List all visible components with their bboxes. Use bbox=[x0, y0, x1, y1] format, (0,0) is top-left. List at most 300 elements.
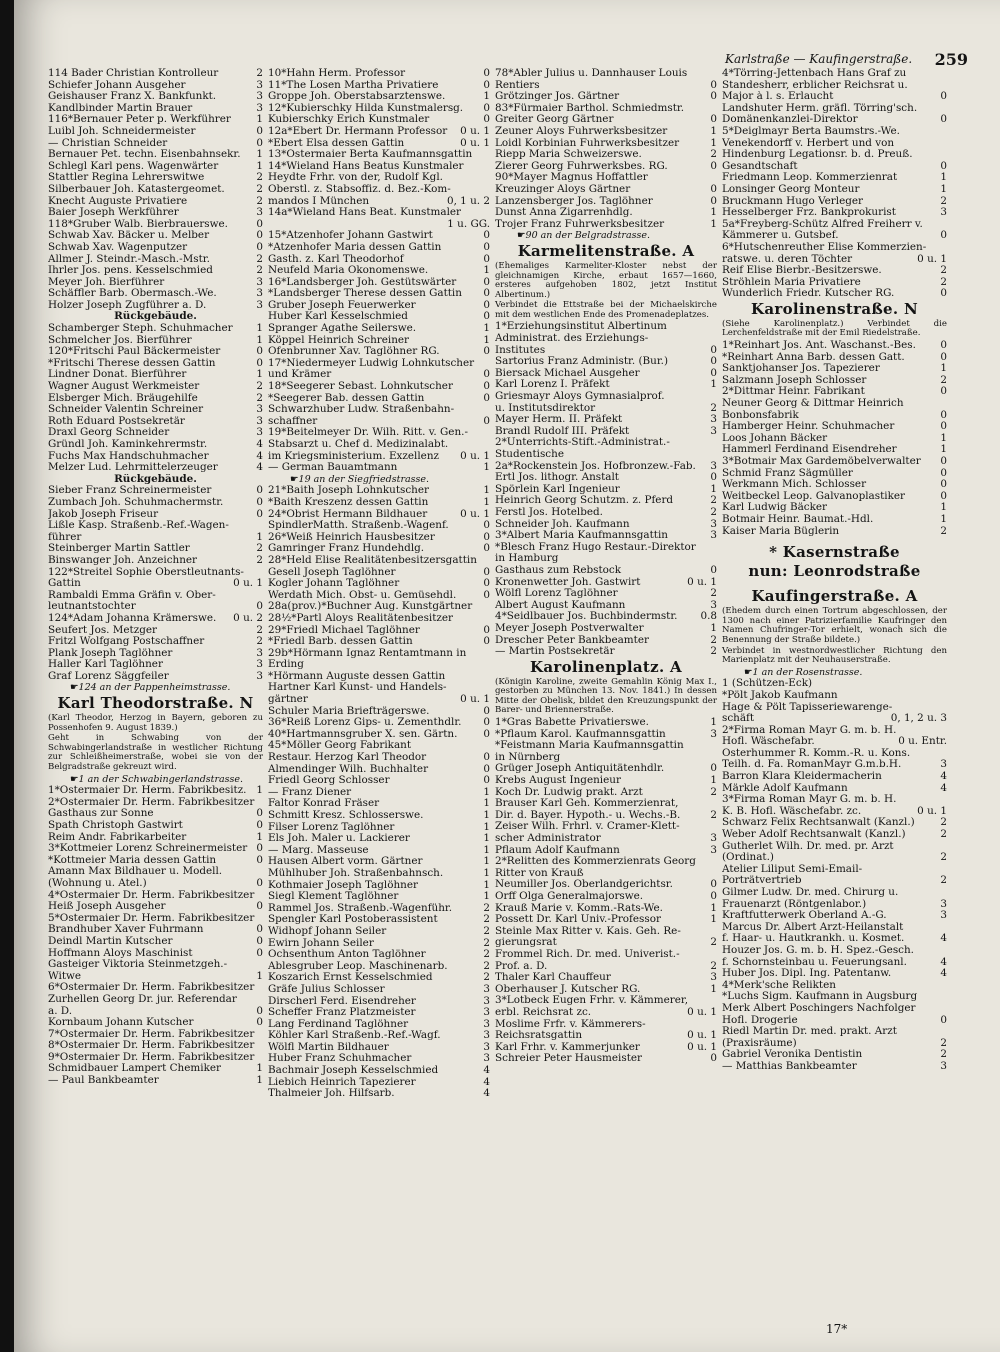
resident-entry bbox=[48, 126, 263, 138]
floor-number: 1 bbox=[710, 137, 717, 149]
section-subheading: Rückgebäude. bbox=[114, 473, 197, 485]
resident-name: 18*Seegerer Sebast. Lohnkutscher bbox=[268, 381, 453, 393]
resident-entry bbox=[722, 817, 947, 829]
resident-entry bbox=[268, 880, 490, 892]
resident-name: Osterhummer R. Komm.-R. u. Kons. bbox=[722, 747, 911, 759]
resident-entry bbox=[722, 265, 947, 277]
floor-number: 3 bbox=[256, 91, 263, 103]
floor-number: 1 bbox=[940, 513, 947, 525]
resident-name: Hofl. Drogerie bbox=[722, 1014, 798, 1026]
resident-entry bbox=[48, 161, 263, 173]
resident-name: Geishauser Franz X. Bankfunkt. bbox=[48, 91, 217, 103]
floor-number: 1 bbox=[710, 379, 717, 391]
resident-entry bbox=[48, 288, 263, 300]
floor-number: 0 bbox=[483, 589, 490, 601]
resident-entry bbox=[268, 265, 490, 277]
floor-number: 2 bbox=[940, 276, 947, 288]
resident-entry bbox=[48, 832, 263, 844]
floor-number: 0, 1, 2 u. 3 bbox=[890, 713, 947, 725]
street-heading: Karolinenstraße. N bbox=[751, 299, 918, 318]
resident-name: Groppe Joh. Oberstabsarztenswe. bbox=[268, 91, 446, 103]
resident-name: Spörlein Karl Ingenieur bbox=[495, 483, 620, 495]
resident-entry bbox=[495, 472, 717, 484]
floor-number: 0 bbox=[483, 763, 490, 775]
resident-name: 28a(prov.)*Buchner Aug. Kunstgärtner bbox=[268, 601, 473, 613]
resident-name: Schmelcher Jos. Bierführer bbox=[48, 334, 192, 346]
floor-number: 1 bbox=[710, 914, 717, 926]
resident-entry bbox=[722, 254, 947, 266]
resident-name: Deindl Martin Kutscher bbox=[48, 935, 173, 947]
resident-entry bbox=[722, 852, 947, 864]
resident-entry bbox=[48, 820, 263, 832]
resident-name: gärtner bbox=[268, 694, 308, 706]
floor-number: 2 bbox=[256, 381, 263, 393]
street-note: (Ehemaliges Karmeliter-Kloster nebst der gleichnamigen Kirche, erbaut 1657—1660, ersteres aufgehoben 1802, jetzt Institut Albertinum.) bbox=[495, 260, 717, 300]
floor-number: 3 bbox=[256, 276, 263, 288]
resident-name: Pflaum Adolf Kaufmann bbox=[495, 844, 620, 856]
resident-entry bbox=[48, 277, 263, 289]
resident-name: 3*Kottmeier Lorenz Schreinermeister bbox=[48, 843, 248, 855]
resident-name: Oberstl. z. Stabsoffiz. d. Bez.-Kom- bbox=[268, 183, 451, 195]
resident-entry bbox=[48, 80, 263, 92]
floor-number: 1 bbox=[710, 207, 717, 219]
floor-number: 0 bbox=[483, 636, 490, 648]
resident-entry bbox=[268, 451, 490, 463]
floor-number: 3 bbox=[940, 207, 947, 219]
resident-entry bbox=[722, 421, 947, 433]
resident-entry bbox=[722, 980, 947, 992]
resident-entry bbox=[48, 172, 263, 184]
resident-name: *Baith Kreszenz dessen Gattin bbox=[268, 496, 429, 508]
floor-number: 1 bbox=[483, 334, 490, 346]
resident-name: 5a*Freyberg-Schütz Alfred Freiherr v. bbox=[722, 218, 923, 230]
floor-number: 0 bbox=[710, 564, 717, 576]
resident-entry bbox=[48, 404, 263, 416]
floor-number: 3 bbox=[256, 670, 263, 682]
resident-entry bbox=[722, 363, 947, 375]
resident-name: Karl Frhr. v. Kammerjunker bbox=[495, 1041, 640, 1053]
resident-entry bbox=[48, 91, 263, 103]
resident-name: schäft bbox=[722, 713, 755, 725]
resident-name: Bruckmann Hugo Verleger bbox=[722, 195, 864, 207]
resident-name: *Luchs Sigm. Kaufmann in Augsburg bbox=[722, 991, 918, 1003]
resident-entry bbox=[495, 196, 717, 208]
resident-entry bbox=[722, 829, 947, 841]
floor-number: 0 bbox=[483, 578, 490, 590]
resident-name: Heiß Joseph Ausgeher bbox=[48, 901, 166, 913]
resident-entry bbox=[495, 414, 717, 426]
floor-number: 0 bbox=[256, 843, 263, 855]
resident-entry bbox=[268, 659, 490, 671]
resident-entry bbox=[495, 810, 717, 822]
resident-entry bbox=[495, 1042, 717, 1054]
resident-entry bbox=[48, 1006, 263, 1018]
floor-number: 1 bbox=[940, 172, 947, 184]
resident-entry bbox=[48, 648, 263, 660]
resident-name: Brauser Karl Geh. Kommerzienrat, bbox=[495, 798, 679, 810]
resident-entry bbox=[48, 959, 263, 971]
resident-entry bbox=[48, 381, 263, 393]
resident-name: 40*Hartmannsgruber X. sen. Gärtn. bbox=[268, 728, 458, 740]
resident-name: Loos Johann Bäcker bbox=[722, 432, 828, 444]
resident-entry bbox=[495, 821, 717, 833]
resident-entry bbox=[48, 103, 263, 115]
resident-entry bbox=[722, 1049, 947, 1061]
resident-name: Neuner Georg & Dittmar Heinrich bbox=[722, 398, 904, 410]
floor-number: 0 bbox=[483, 705, 490, 717]
resident-name: Zurhellen Georg Dr. jur. Referendar bbox=[48, 993, 237, 1005]
resident-entry bbox=[268, 520, 490, 532]
floor-number: 2 bbox=[256, 172, 263, 184]
resident-entry bbox=[268, 636, 490, 648]
resident-entry bbox=[48, 1063, 263, 1075]
floor-number: 0, 1 u. 2 bbox=[446, 195, 490, 207]
resident-name: Huber Jos. Dipl. Ing. Patentanw. bbox=[722, 968, 892, 980]
resident-name: Gasth. z. Karl Theodorhof bbox=[268, 253, 404, 265]
resident-name: Riedl Martin Dr. med. prakt. Arzt bbox=[722, 1026, 897, 1038]
resident-name: Köhler Karl Straßenb.-Ref.-Wagf. bbox=[268, 1030, 441, 1042]
resident-entry bbox=[268, 938, 490, 950]
resident-entry bbox=[48, 1040, 263, 1052]
resident-name: Erding bbox=[268, 659, 304, 671]
resident-name: 118*Gruber Walb. Bierbrauerswe. bbox=[48, 218, 228, 230]
resident-entry bbox=[495, 891, 717, 903]
floor-number: 0 bbox=[256, 901, 263, 913]
resident-name: Brandl Rudolf III. Präfekt bbox=[495, 425, 630, 437]
resident-entry bbox=[495, 356, 717, 368]
resident-name: Gutherlet Wilh. Dr. med. pr. Arzt bbox=[722, 840, 894, 852]
resident-entry bbox=[48, 207, 263, 219]
resident-entry bbox=[268, 369, 490, 381]
signature-mark: 17* bbox=[826, 1322, 848, 1336]
resident-entry bbox=[268, 427, 490, 439]
resident-name: Schwarzhuber Ludw. Straßenbahn- bbox=[268, 404, 455, 416]
resident-entry bbox=[268, 184, 490, 196]
resident-entry bbox=[722, 196, 947, 208]
resident-entry bbox=[48, 1052, 263, 1064]
floor-number: 0 bbox=[940, 340, 947, 352]
resident-name: Rambaldi Emma Gräfin v. Ober- bbox=[48, 589, 216, 601]
resident-name: Koszarich Ernst Kesselschmied bbox=[268, 972, 433, 984]
floor-number: 1 bbox=[710, 717, 717, 729]
resident-entry bbox=[48, 427, 263, 439]
resident-entry bbox=[268, 914, 490, 926]
resident-entry bbox=[268, 416, 490, 428]
resident-name: 1*Erziehungsinstitut Albertinum bbox=[495, 321, 667, 333]
floor-number: 2 bbox=[256, 554, 263, 566]
floor-number: 2 bbox=[710, 786, 717, 798]
resident-entry bbox=[495, 600, 717, 612]
floor-number: 0 u. 1 bbox=[460, 125, 490, 137]
resident-name: 4*Törring-Jettenbach Hans Graf zu bbox=[722, 68, 907, 79]
floor-number: 0 bbox=[710, 344, 717, 356]
resident-name: Werdath Mich. Obst- u. Gemüsehdl. bbox=[268, 589, 457, 601]
resident-entry bbox=[268, 404, 490, 416]
resident-entry bbox=[722, 678, 947, 690]
resident-name: Weber Adolf Rechtsanwalt (Kanzl.) bbox=[722, 829, 906, 841]
floor-number: 0 bbox=[483, 230, 490, 242]
resident-entry bbox=[495, 379, 717, 391]
resident-entry bbox=[495, 103, 717, 115]
resident-entry bbox=[722, 841, 947, 853]
resident-name: Grüger Joseph Antiquitätenhdlr. bbox=[495, 763, 665, 775]
resident-entry bbox=[722, 526, 947, 538]
resident-name: 4*Merk'sche Relikten bbox=[722, 979, 836, 991]
resident-name: a. D. bbox=[48, 1005, 73, 1017]
resident-name: Drescher Peter Bankbeamter bbox=[495, 634, 649, 646]
resident-entry bbox=[268, 752, 490, 764]
resident-name: Liebich Heinrich Tapezierer bbox=[268, 1076, 416, 1088]
floor-number: 0 bbox=[940, 490, 947, 502]
floor-number: 3 bbox=[256, 102, 263, 114]
floor-number: 3 bbox=[483, 995, 490, 1007]
resident-entry bbox=[48, 785, 263, 797]
resident-entry bbox=[268, 68, 490, 80]
floor-number: 2 bbox=[256, 253, 263, 265]
resident-entry bbox=[495, 635, 717, 647]
floor-number: 0 bbox=[940, 421, 947, 433]
resident-name: Studentische bbox=[495, 449, 564, 460]
resident-entry bbox=[722, 502, 947, 514]
resident-entry bbox=[268, 277, 490, 289]
floor-number: 0 bbox=[256, 137, 263, 149]
resident-entry bbox=[268, 1007, 490, 1019]
floor-number: 0 u. 1 bbox=[687, 1041, 717, 1053]
resident-name: Jakob Joseph Friseur bbox=[48, 508, 159, 520]
resident-name: — Marg. Masseuse bbox=[268, 844, 369, 856]
resident-name: Kraftfutterwerk Oberland A.-G. bbox=[722, 910, 887, 922]
resident-entry bbox=[495, 752, 717, 764]
resident-entry bbox=[495, 995, 717, 1007]
resident-name: Ablesgruber Leop. Maschinenarb. bbox=[268, 960, 448, 972]
resident-name: Sieber Franz Schreinermeister bbox=[48, 485, 212, 497]
floor-number: 0 bbox=[483, 566, 490, 578]
resident-entry bbox=[495, 565, 717, 577]
floor-number: 0 bbox=[483, 531, 490, 543]
resident-name: — Matthias Bankbeamter bbox=[722, 1060, 857, 1072]
resident-entry bbox=[722, 456, 947, 468]
floor-number: 1 bbox=[483, 867, 490, 879]
resident-name: 90*Mayer Magnus Hoffattler bbox=[495, 172, 648, 184]
resident-entry bbox=[48, 254, 263, 266]
resident-name: Märkle Adolf Kaufmann bbox=[722, 782, 848, 794]
floor-number: 0 u. 1 bbox=[460, 694, 490, 706]
resident-entry bbox=[48, 982, 263, 994]
floor-number: 2 bbox=[710, 937, 717, 949]
resident-entry bbox=[48, 439, 263, 451]
resident-entry bbox=[268, 648, 490, 660]
resident-name: Teilh. d. Fa. RomanMayr G.m.b.H. bbox=[722, 759, 902, 771]
resident-name: Lang Ferdinand Taglöhner bbox=[268, 1018, 409, 1030]
resident-name: 2*Relitten des Kommerzienrats Georg bbox=[495, 856, 696, 868]
resident-entry bbox=[495, 403, 717, 415]
resident-entry bbox=[722, 933, 947, 945]
resident-name: Venekendorff v. Herbert und von bbox=[722, 137, 895, 149]
resident-entry bbox=[48, 532, 263, 544]
resident-name: Kornbaum Johann Kutscher bbox=[48, 1017, 194, 1029]
street-heading: nun: Leonrodstraße bbox=[748, 562, 921, 581]
resident-entry bbox=[268, 671, 490, 683]
resident-entry bbox=[268, 358, 490, 370]
resident-name: Marcus Dr. Albert Arzt-Heilanstalt bbox=[722, 921, 904, 933]
resident-entry bbox=[268, 80, 490, 92]
floor-number: 3 bbox=[483, 1053, 490, 1065]
resident-name: Schiefer Johann Ausgeher bbox=[48, 79, 186, 91]
resident-entry bbox=[48, 219, 263, 231]
resident-entry bbox=[268, 346, 490, 358]
resident-entry bbox=[48, 878, 263, 890]
resident-entry bbox=[268, 822, 490, 834]
floor-number: 1 bbox=[256, 149, 263, 161]
resident-name: Zierer Georg Fuhrwerksbes. RG. bbox=[495, 160, 668, 172]
resident-name: *Seegerer Bab. dessen Gattin bbox=[268, 392, 425, 404]
resident-name: Bonbonsfabrik bbox=[722, 409, 799, 421]
resident-entry bbox=[495, 729, 717, 741]
resident-entry bbox=[268, 613, 490, 625]
resident-name: Oberhauser J. Kutscher RG. bbox=[495, 983, 641, 995]
resident-name: Dirscherl Ferd. Eisendreher bbox=[268, 995, 416, 1007]
resident-name: Schwarz Felix Rechtsanwalt (Kanzl.) bbox=[722, 817, 915, 829]
resident-name: Schäffler Barb. Obermasch.-We. bbox=[48, 288, 217, 300]
resident-name: 3*Lotbeck Eugen Frhr. v. Kämmerer, bbox=[495, 995, 689, 1007]
resident-entry bbox=[268, 833, 490, 845]
resident-entry bbox=[48, 1029, 263, 1041]
floor-number: 1 bbox=[256, 160, 263, 172]
resident-name: 78*Abler Julius u. Dannhauser Louis bbox=[495, 68, 688, 79]
floor-number: 3 bbox=[710, 414, 717, 426]
floor-number: 0 bbox=[710, 879, 717, 891]
floor-number: 3 bbox=[256, 647, 263, 659]
resident-name: Schreier Peter Hausmeister bbox=[495, 1053, 642, 1065]
resident-entry bbox=[268, 740, 490, 752]
resident-entry bbox=[495, 740, 717, 752]
resident-entry bbox=[495, 717, 717, 729]
floor-number: 1 bbox=[483, 485, 490, 497]
floor-number: 3 bbox=[256, 404, 263, 416]
resident-entry bbox=[722, 713, 947, 725]
floor-number: 0 bbox=[256, 508, 263, 520]
resident-name: Spengler Karl Postoberassistent bbox=[268, 914, 438, 926]
resident-entry bbox=[268, 393, 490, 405]
floor-number: 0 bbox=[256, 877, 263, 889]
resident-entry bbox=[722, 184, 947, 196]
resident-name: Kaiser Maria Büglerin bbox=[722, 525, 840, 537]
resident-entry bbox=[268, 300, 490, 312]
floor-number: 0 u. 1 bbox=[687, 1030, 717, 1042]
resident-name: Riepp Maria Schweizerswe. bbox=[495, 149, 642, 161]
floor-number: 0 bbox=[710, 195, 717, 207]
resident-name: im Kriegsministerium. Exzellenz bbox=[268, 450, 439, 462]
resident-name: Gasthaus zur Sonne bbox=[48, 808, 154, 820]
resident-entry bbox=[268, 114, 490, 126]
column-3 bbox=[495, 68, 717, 1065]
resident-entry bbox=[722, 991, 947, 1003]
resident-entry bbox=[48, 601, 263, 613]
resident-entry bbox=[48, 230, 263, 242]
floor-number: 0 bbox=[710, 91, 717, 103]
resident-entry bbox=[268, 868, 490, 880]
resident-entry bbox=[48, 242, 263, 254]
resident-name: 3*Firma Roman Mayr G. m. b. H. bbox=[722, 794, 897, 806]
floor-number: 0 bbox=[483, 288, 490, 300]
resident-entry bbox=[495, 126, 717, 138]
floor-number: 4 bbox=[483, 1088, 490, 1100]
floor-number: 1 bbox=[710, 983, 717, 995]
resident-entry bbox=[268, 949, 490, 961]
resident-name: Hammerl Ferdinand Eisendreher bbox=[722, 444, 897, 456]
floor-number: 0 bbox=[710, 79, 717, 91]
resident-name: Kreuzinger Aloys Gärtner bbox=[495, 183, 631, 195]
running-title: Karlstraße — Kaufingerstraße. bbox=[725, 52, 913, 66]
floor-number: 1 bbox=[483, 856, 490, 868]
floor-number: 4 bbox=[940, 771, 947, 783]
floor-number: 0 bbox=[483, 102, 490, 114]
resident-entry bbox=[48, 497, 263, 509]
floor-number: 0 bbox=[940, 456, 947, 467]
resident-name: Gilmer Ludw. Dr. med. Chirurg u. bbox=[722, 887, 899, 898]
resident-entry bbox=[268, 1030, 490, 1042]
resident-entry bbox=[722, 922, 947, 934]
page-header bbox=[725, 50, 990, 70]
resident-entry bbox=[722, 864, 947, 876]
resident-name: *Hörmann Auguste dessen Gattin bbox=[268, 670, 446, 682]
resident-entry bbox=[495, 588, 717, 600]
resident-name: 14*Wieland Hans Beatus Kunstmaler bbox=[268, 160, 464, 172]
street-heading: Karmelitenstraße. A bbox=[517, 241, 695, 260]
resident-name: Brandhuber Xaver Fuhrmann bbox=[48, 924, 204, 936]
resident-name: Schneider Valentin Schreiner bbox=[48, 404, 204, 416]
resident-name: Botmair Heinr. Baumat.-Hdl. bbox=[722, 513, 874, 525]
floor-number: 1 bbox=[483, 821, 490, 833]
pointer-note: ☛ 19 an der Siegfriedstrasse. bbox=[268, 474, 490, 486]
floor-number: 1 bbox=[256, 531, 263, 543]
resident-name: Hage & Pölt Tapisseriewarenge- bbox=[722, 701, 893, 713]
floor-number: 0 bbox=[940, 479, 947, 491]
resident-entry bbox=[495, 80, 717, 92]
resident-name: Wagner August Werkmeister bbox=[48, 381, 200, 393]
resident-name: Wölfl Martin Bildhauer bbox=[268, 1041, 389, 1053]
resident-entry bbox=[268, 138, 490, 150]
resident-entry bbox=[268, 1042, 490, 1054]
resident-name: Roth Eduard Postsekretär bbox=[48, 415, 185, 427]
resident-entry bbox=[495, 333, 717, 345]
resident-name: Neufeld Maria Ökonomenswe. bbox=[268, 265, 429, 277]
resident-entry bbox=[722, 806, 947, 818]
resident-entry bbox=[722, 887, 947, 899]
floor-number: 0 bbox=[940, 230, 947, 242]
floor-number: 2 bbox=[483, 937, 490, 949]
resident-entry bbox=[268, 172, 490, 184]
resident-entry bbox=[495, 219, 717, 231]
resident-entry bbox=[268, 207, 490, 219]
resident-name: 122*Streitel Sophie Oberstleutnants- bbox=[48, 566, 244, 578]
resident-entry bbox=[495, 972, 717, 984]
resident-entry bbox=[495, 798, 717, 810]
resident-entry bbox=[48, 590, 263, 602]
resident-entry bbox=[268, 91, 490, 103]
resident-name: Stabsarzt u. Chef d. Medizinalabt. bbox=[268, 439, 449, 450]
floor-number: 0 bbox=[483, 299, 490, 311]
resident-name: 14a*Wieland Hans Beat. Kunstmaler bbox=[268, 207, 462, 219]
floor-number: 2 bbox=[710, 506, 717, 518]
resident-entry bbox=[495, 68, 717, 80]
floor-number: 3 bbox=[710, 530, 717, 542]
resident-name: Reif Elise Bierbr.-Besitzerswe. bbox=[722, 265, 882, 277]
floor-number: 2 bbox=[940, 1049, 947, 1061]
resident-name: 12a*Ebert Dr. Hermann Professor bbox=[268, 125, 448, 137]
resident-name: Friedmann Leop. Kommerzienrat bbox=[722, 172, 898, 184]
resident-name: *Atzenhofer Maria dessen Gattin bbox=[268, 241, 442, 253]
